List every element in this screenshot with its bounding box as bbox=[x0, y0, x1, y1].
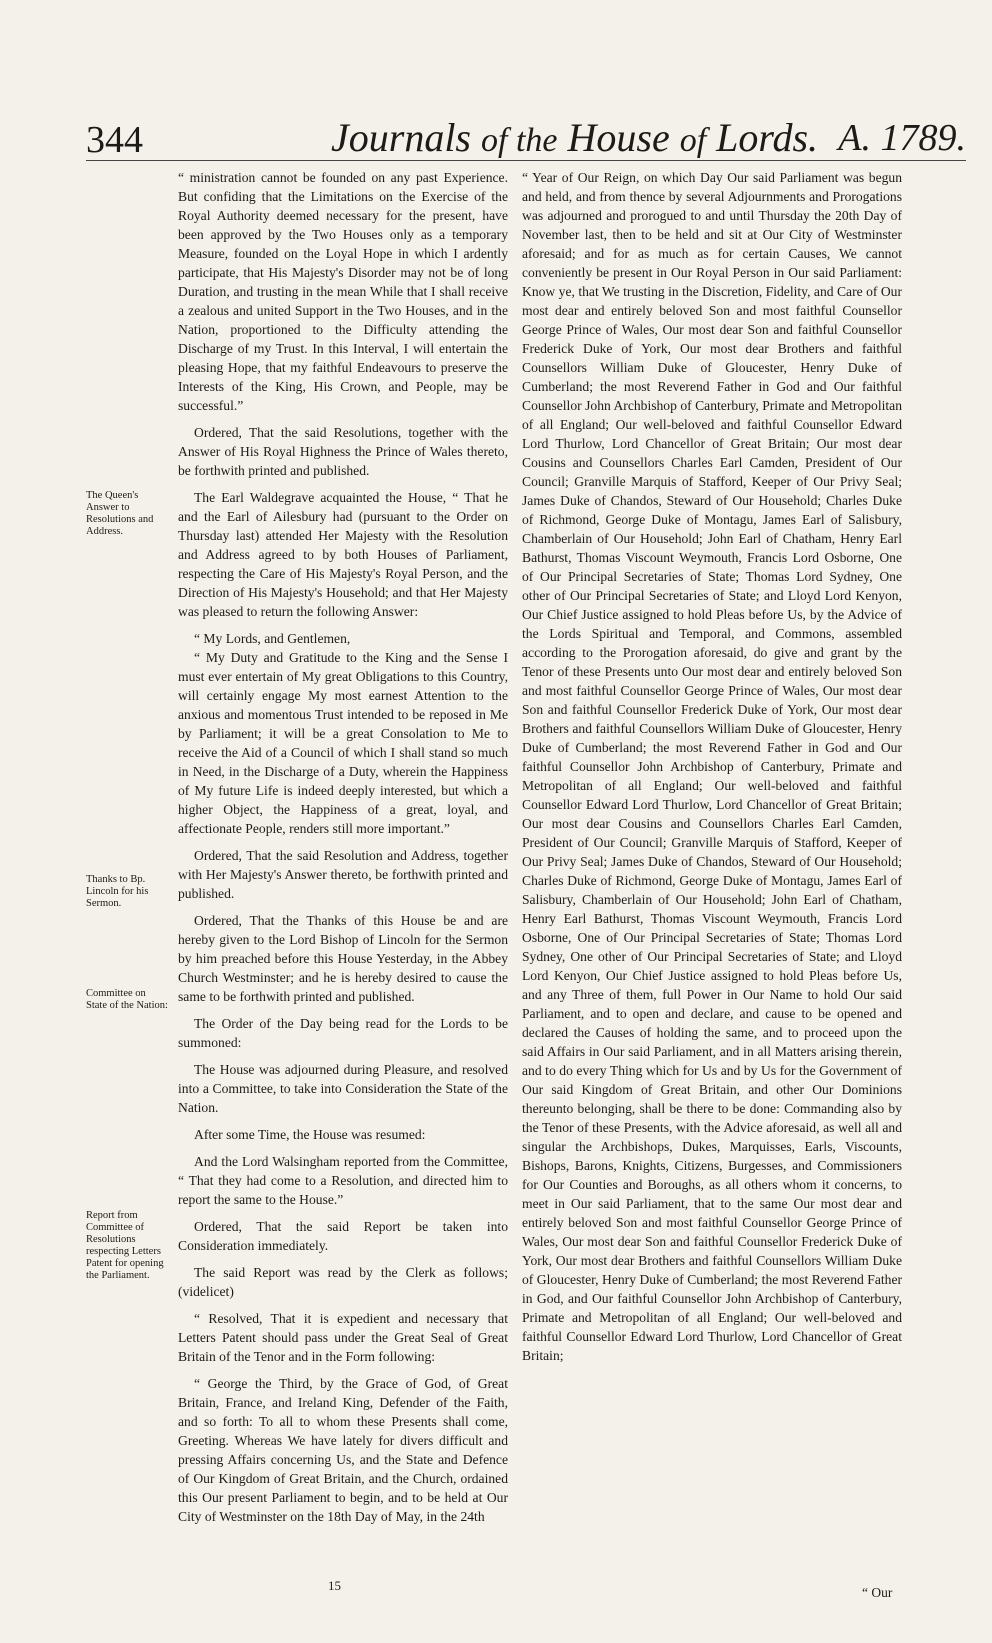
year-heading: A. 1789. bbox=[838, 117, 966, 159]
running-head-word: House bbox=[567, 115, 670, 160]
paragraph: “ My Duty and Gratitude to the King and the Sense I must ever entertain of My great Obligations to this Country, will certainly engage My most earnest Attention to the anxious and momentous Trust intended to be reposed in Me by Parliament; it will be a great Consolation to Me to receive the Aid of a Council of which I shall stand so much in Need, in the Discharge of a Duty, wherein the Happiness of My future Life is indeed deeply interested, but which a higher Object, the Happiness of a great, loyal, and affectionate People, renders still more important.” bbox=[178, 650, 508, 836]
page-number: 344 bbox=[86, 119, 143, 161]
running-head bbox=[331, 114, 818, 161]
paragraph: “ Resolved, That it is expedient and necessary that Letters Patent should pass under the Great Seal of Great Britain of the Tenor and in the Form following: bbox=[178, 1311, 508, 1364]
paragraph: After some Time, the House was resumed: bbox=[194, 1127, 426, 1142]
paragraph: The Order of the Day being read for the Lords to be summoned: bbox=[178, 1016, 508, 1050]
paragraph: Ordered, That the said Resolutions, together with the Answer of His Royal Highness the Prince of Wales thereto, be forthwith printed and published. bbox=[178, 425, 508, 478]
margin-note: Thanks to Bp. Lincoln for his Sermon. bbox=[86, 874, 149, 909]
running-head-word: Lords. bbox=[716, 115, 819, 160]
paragraph: “ Year of Our Reign, on which Day Our said Parliament was begun and held, and from thence by several Adjournments and Prorogations was adjourned and prorogued to and until Thursday the 20th Day of November last, then to be held and sit at Our City of Westminster aforesaid; and for as much as for certain Causes, We cannot conveniently be present in Our Royal Person in Our said Parliament: Know ye, that We trusting in the Discretion, Fidelity, and Care of Our most dear and entirely beloved Son and most faithful Counsellor George Prince of Wales, Our most dear Son and faithful Counsellor Frederick Duke of York, Our most dear Brothers and faithful Counsellors William Duke of Gloucester, Henry Duke of Cumberland; the most Reverend Father in God and Our faithful Counsellor John Archbishop of Canterbury, Primate and Metropolitan of all England; Our well-beloved and faithful Counsellor Edward Lord Thurlow, Lord Chancellor of Great Britain; Our most dear Cousins and Counsellors Charles Earl Camden, President of Our Council; Granville Marquis of Stafford, Keeper of Our Privy Seal; James Duke of Chandos, Steward of Our Household; Charles Duke of Richmond, George Duke of Montagu, James Earl of Salisbury, Chamberlain of Our Household; John Earl of Chatham, Henry Earl Bathurst, Thomas Viscount Weymouth, Francis Lord Osborne, One of Our Principal Secretaries of State; Thomas Lord Sydney, One other of Our Principal Secretaries of State; and Lloyd Lord Kenyon, Our Chief Justice assigned to hold Pleas before Us, by the Advice of the Lords Spiritual and Temporal, and Commons, assembled according to the Prorogation aforesaid, do give and grant by the Tenor of these Presents unto Our most dear and entirely beloved Son and most faithful Counsellor George Prince of Wales, Our most dear Son and faithful Counsellor Frederick Duke of York, Our most dear Brothers and faithful Counsellors William Duke of Gloucester, Henry Duke of Cumberland; the most Reverend Father in God and Our faithful Counsellor John Archbishop of Canterbury, Primate and Metropolitan of all England; Our well-beloved and faithful Counsellor Edward Lord Thurlow, Lord Chancellor of Great Britain; Our most dear Cousins and Counsellors Charles Earl Camden, President of Our Council; Granville Marquis of Stafford, Keeper of Our Privy Seal; James Duke of Chandos, Steward of Our Household; Charles Duke of Richmond, George Duke of Montagu, James Earl of Salisbury, Chamberlain of Our Household; John Earl of Chatham, Henry Earl Bathurst, Thomas Viscount Weymouth, Francis Lord Osborne, One of Our Principal Secretaries of State; Thomas Lord Sydney, One other of Our Principal Secretaries of State; and Lloyd Lord Kenyon, Our Chief Justice assigned to hold Pleas before Us, and any Three of them, full Power in Our Name to hold Our said Parliament, and to open and declare, and cause to be opened and declared the Causes of holding the same, and to proceed upon the said Affairs in Our said Parliament, and in all Matters arising therein, and to do every Thing which for Us and by Us for the Government of Our said Kingdom of Great Britain, and other Our Dominions thereunto belonging, shall be there to be done: Commanding also by the Tenor of these Presents, with the Advice aforesaid, as well all and singular the Archbishops, Dukes, Marquisses, Earls, Viscounts, Bishops, Barons, Knights, Citizens, Burgesses, and Commissioners for Our Counties and Boroughs, as all others whom it concerns, to meet in Our said Parliament, that to the same Our most dear and entirely beloved Son and most faithful Counsellor George Prince of Wales, Our most dear Son and faithful Counsellor Frederick Duke of York, Our most dear Brothers and faithful Counsellors William Duke of Gloucester, Henry Duke of Cumberland; the most Reverend Father in God, and Our faithful Counsellor John Archbishop of Canterbury, Primate and Metropolitan of all England; Our well-beloved and faithful Counsellor Edward Lord Thurlow, Lord Chancellor of Great Britain; bbox=[522, 170, 902, 1363]
page-header bbox=[86, 110, 966, 170]
paragraph: The Earl Waldegrave acquainted the House, “ That he and the Earl of Ailesbury had (pursuant to the Order on Thursday last) attended Her Majesty with the Resolution and Address agreed to by both Houses of Parliament, respecting the Care of His Majesty's Royal Person, and the Direction of His Majesty's Household; and that Her Majesty was pleased to return the following Answer: bbox=[178, 490, 508, 619]
paragraph: “ George the Third, by the Grace of God, of Great Britain, France, and Ireland King, Defender of the Faith, and so forth: To all to whom these Presents shall come, Greeting. Whereas We have lately for divers difficult and pressing Affairs concerning Us, and the State and Defence of Our Kingdom of Great Britain, and the Church, ordained this Our present Parliament to begin, and to be held at Our City of Westminster on the 18th Day of May, in the 24th bbox=[178, 1376, 508, 1524]
paragraph: Ordered, That the said Report be taken into Consideration immediately. bbox=[178, 1219, 508, 1253]
right-column bbox=[522, 168, 902, 1373]
margin-note: The Queen's Answer to Resolutions and Address. bbox=[86, 490, 154, 537]
paragraph: The House was adjourned during Pleasure, and resolved into a Committee, to take into Consideration the State of the Nation. bbox=[178, 1062, 508, 1115]
running-head-word: Journals bbox=[331, 115, 471, 160]
margin-note: Committee on State of the Nation: bbox=[86, 988, 168, 1011]
running-head-word: of the bbox=[481, 122, 558, 159]
margin-note: Report from Committee of Resolutions respecting Letters Patent for opening the Parliament. bbox=[86, 1210, 164, 1281]
running-head-word: of bbox=[679, 122, 707, 159]
header-rule bbox=[86, 160, 966, 161]
paragraph: “ ministration cannot be founded on any past Experience. But confiding that the Limitations on the Exercise of the Royal Authority deemed necessary for the present, have been approved by the Two Houses only as a temporary Measure, founded on the Loyal Hope in which I ardently participate, that His Majesty's Disorder may not be of long Duration, and trusting in the mean While that I shall receive a zealous and united Support in the Two Houses, and in the Nation, proportioned to the Difficulty attending the Discharge of my Trust. In this Interval, I will entertain the pleasing Hope, that my faithful Endeavours to preserve the Interests of the King, His Crown, and People, may be successful.” bbox=[178, 170, 508, 413]
catchword: “ Our bbox=[862, 1585, 893, 1600]
paragraph: Ordered, That the Thanks of this House be and are hereby given to the Lord Bishop of Lincoln for the Sermon by him preached before this House Yesterday, in the Abbey Church Westminster; and he is hereby desired to cause the same to be forthwith printed and published. bbox=[178, 913, 508, 1004]
paragraph: “ My Lords, and Gentlemen, bbox=[194, 631, 351, 646]
paragraph: Ordered, That the said Resolution and Address, together with Her Majesty's Answer thereto, be forthwith printed and published. bbox=[178, 848, 508, 901]
paragraph: The said Report was read by the Clerk as follows; (videlicet) bbox=[178, 1265, 508, 1299]
signature-mark: 15 bbox=[328, 1578, 341, 1593]
left-column bbox=[178, 168, 508, 1534]
paragraph: And the Lord Walsingham reported from the Committee, “ That they had come to a Resolution, and directed him to report the same to the House.” bbox=[178, 1154, 508, 1207]
